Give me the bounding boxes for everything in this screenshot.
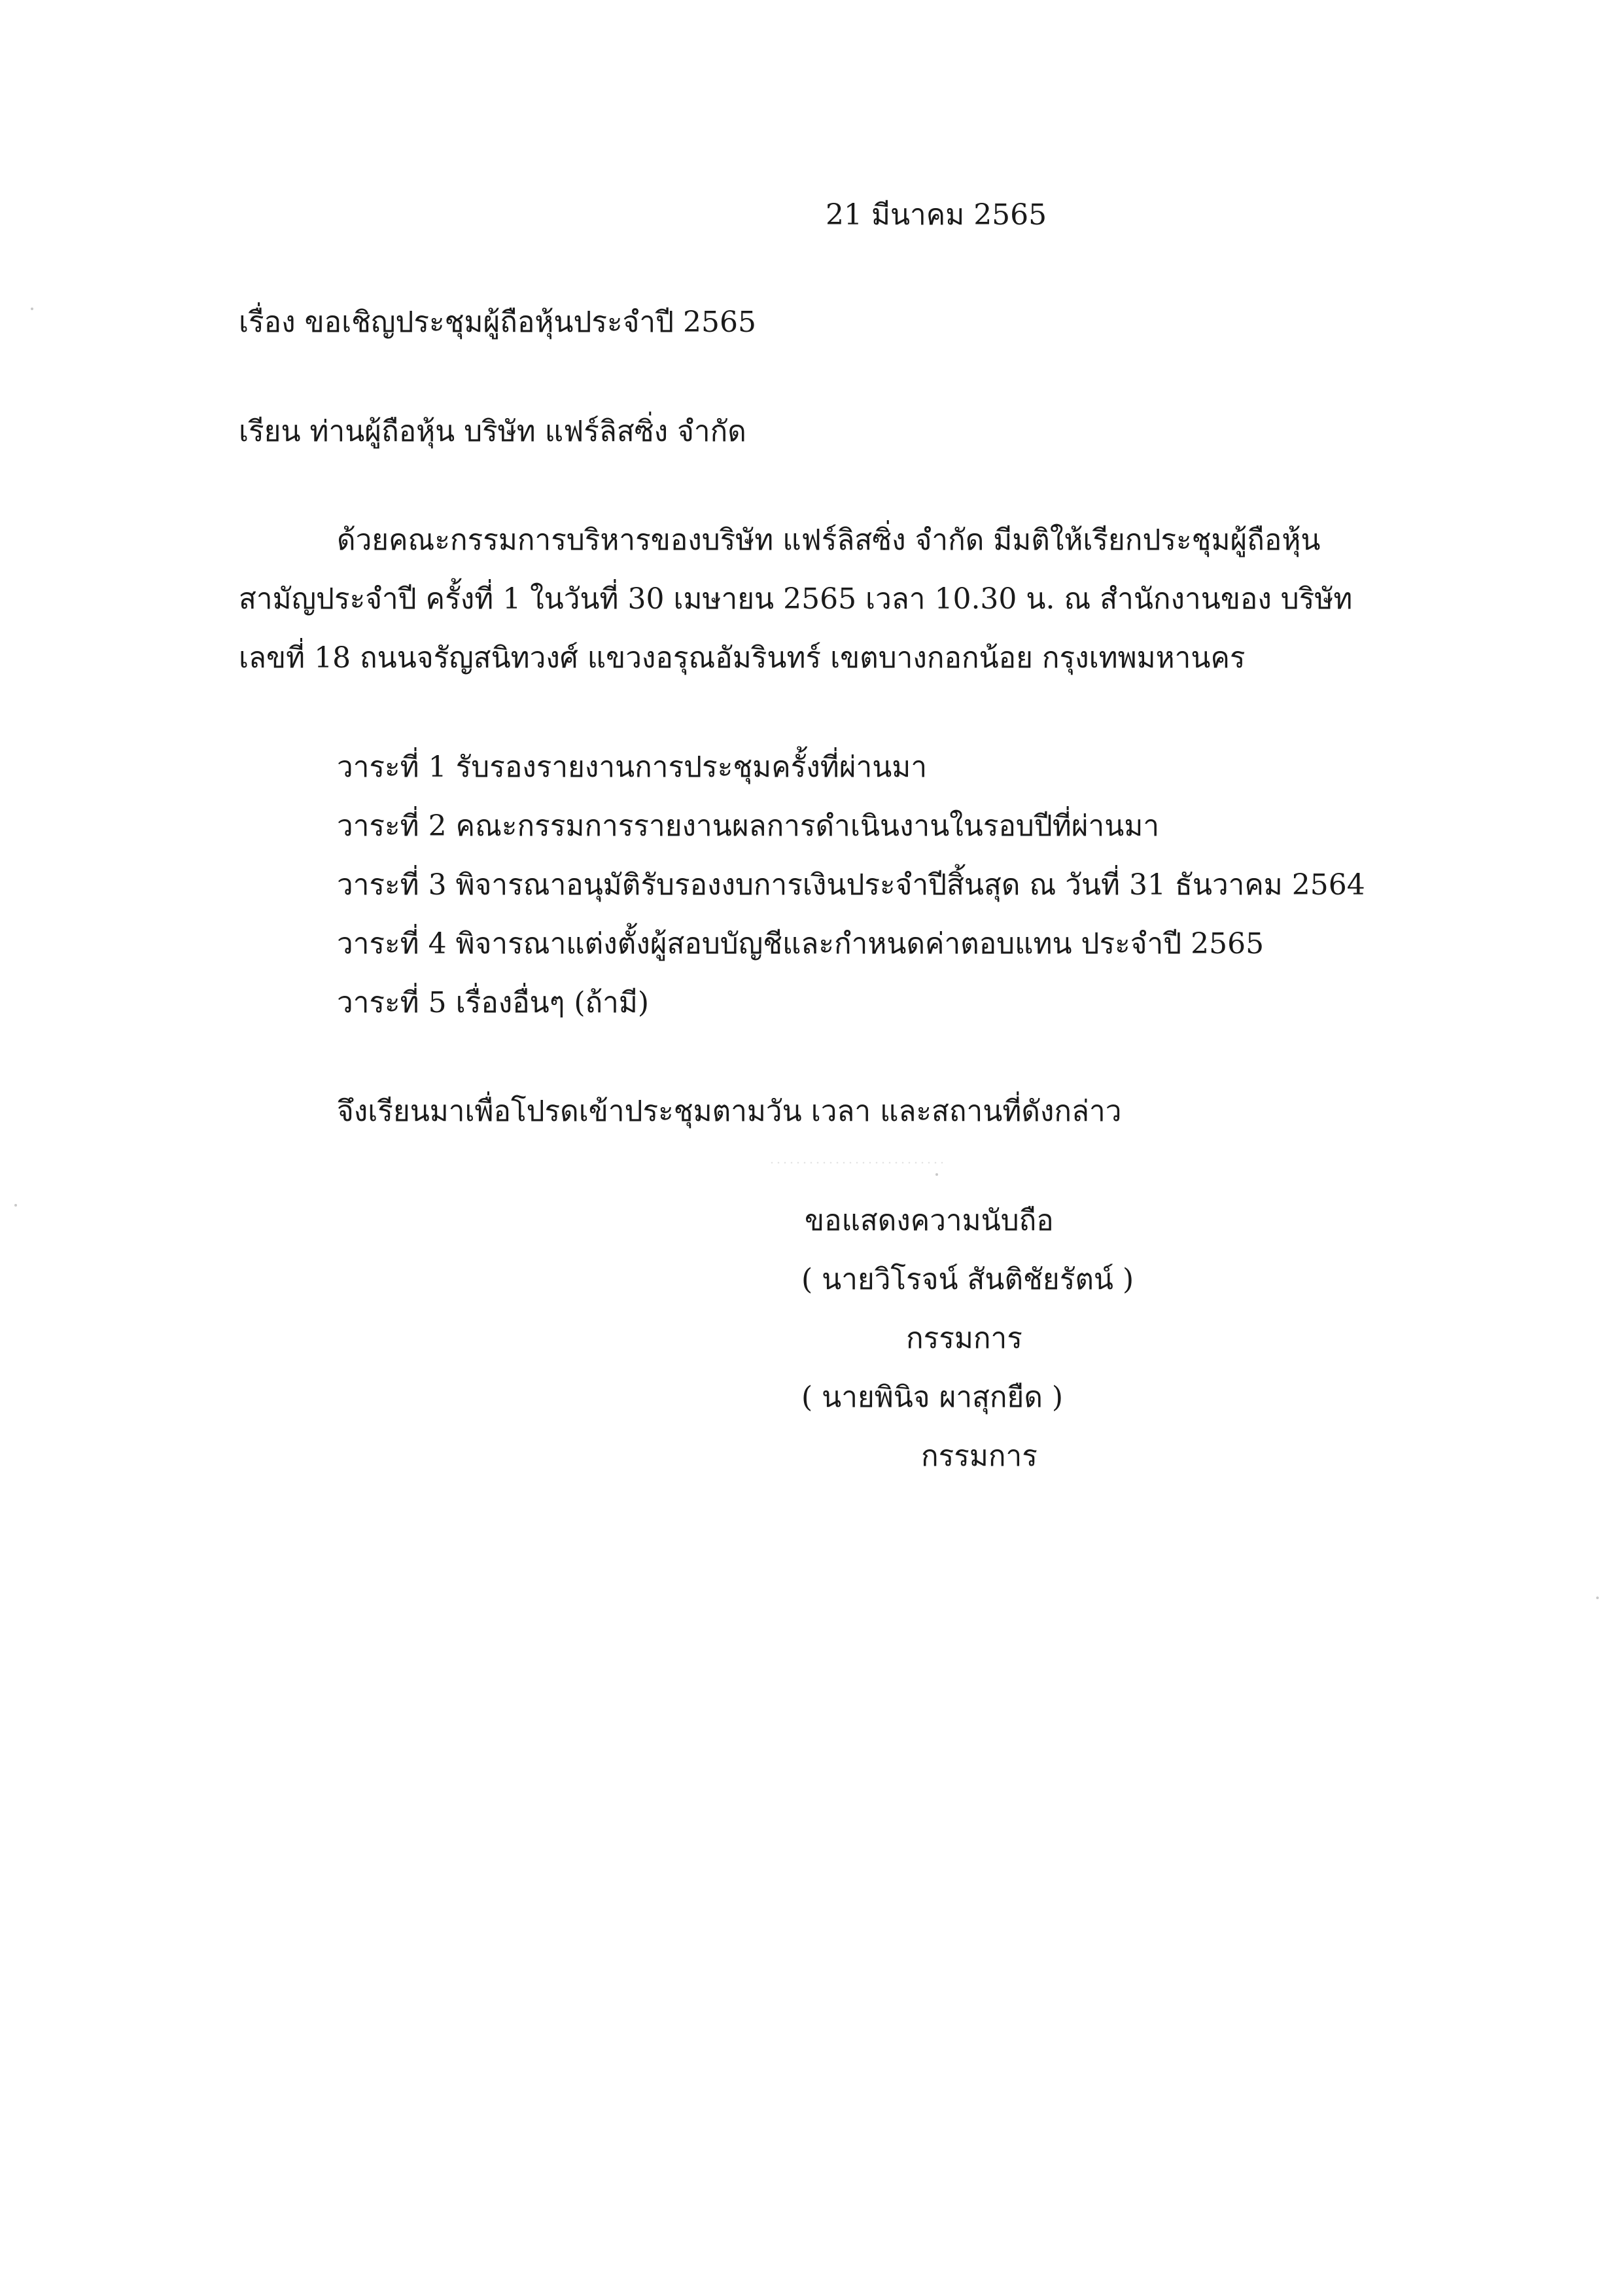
letter-recipient: เรียน ท่านผู้ถือหุ้น บริษัท แฟร์ลิสซิ่ง จำกัด: [239, 415, 746, 448]
body-line: ด้วยคณะกรรมการบริหารของบริษัท แฟร์ลิสซิ่ง จำกัด มีมติให้เรียกประชุมผู้ถือหุ้น: [337, 523, 1321, 557]
agenda-item: วาระที่ 2 คณะกรรมการรายงานผลการดำเนินงานในรอบปีที่ผ่านมา: [337, 809, 1160, 843]
signatory-title: กรรมการ: [906, 1322, 1022, 1355]
scan-speck: [31, 308, 33, 310]
scan-speck: [935, 1173, 938, 1176]
signatory-title: กรรมการ: [921, 1439, 1038, 1473]
body-line: เลขที่ 18 ถนนจรัญสนิทวงศ์ แขวงอรุณอัมรินทร์ เขตบางกอกน้อย กรุงเทพมหานคร: [239, 641, 1246, 675]
sign-off: ขอแสดงความนับถือ: [805, 1204, 1054, 1237]
agenda-item: วาระที่ 3 พิจารณาอนุมัติรับรองงบการเงินประจำปีสิ้นสุด ณ วันที่ 31 ธันวาคม 2564: [337, 868, 1365, 902]
agenda-item: วาระที่ 4 พิจารณาแต่งตั้งผู้สอบบัญชีและกำหนดค่าตอบแทน ประจำปี 2565: [337, 927, 1265, 961]
signatory-name: ( นายวิโรจน์ สันติชัยรัตน์ ): [801, 1263, 1134, 1296]
closing-sentence: จึงเรียนมาเพื่อโปรดเข้าประชุมตามวัน เวลา และสถานที่ดังกล่าว: [337, 1095, 1122, 1128]
signatory-name: ( นายพินิจ ผาสุกยืด ): [801, 1381, 1064, 1414]
letter-date: 21 มีนาคม 2565: [826, 198, 1047, 232]
scan-speck: [1596, 1597, 1599, 1599]
scan-speck: [14, 1204, 17, 1207]
agenda-item: วาระที่ 1 รับรองรายงานการประชุมครั้งที่ผ่านมา: [337, 751, 928, 784]
body-line: สามัญประจำปี ครั้งที่ 1 ในวันที่ 30 เมษายน 2565 เวลา 10.30 น. ณ สำนักงานของ บริษัท: [239, 582, 1353, 616]
faint-dotted-mark: [769, 1161, 945, 1164]
agenda-item: วาระที่ 5 เรื่องอื่นๆ (ถ้ามี): [337, 986, 650, 1019]
letter-subject: เรื่อง ขอเชิญประชุมผู้ถือหุ้นประจำปี 2565: [239, 306, 757, 339]
